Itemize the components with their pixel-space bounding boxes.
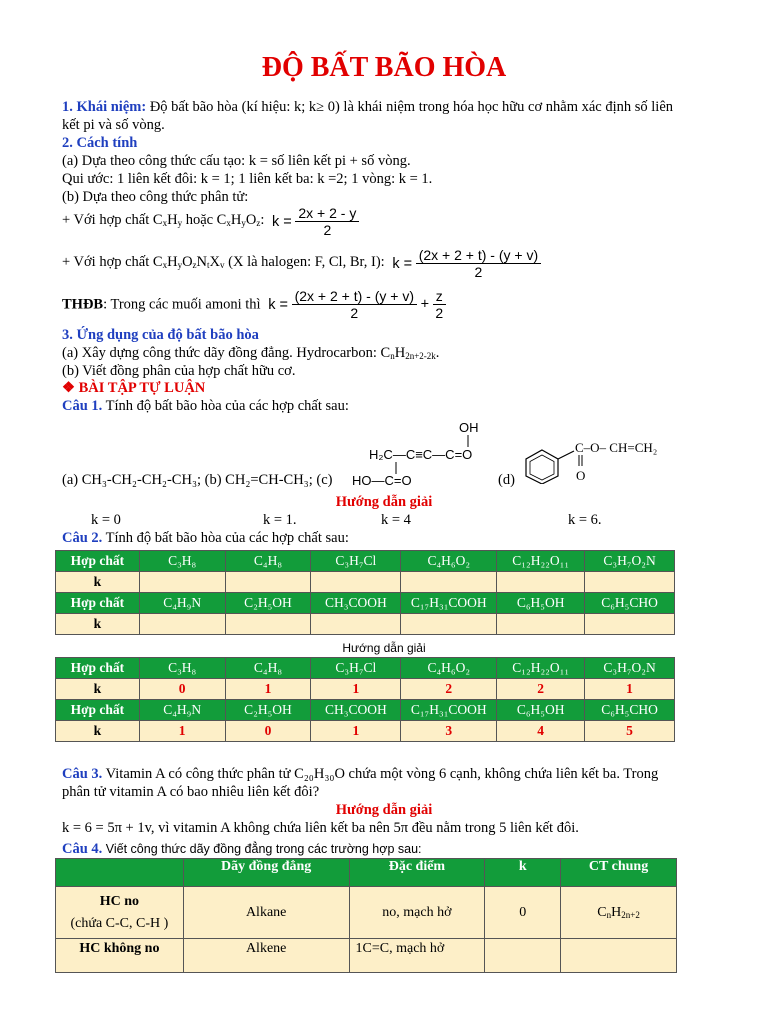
q1-answer-a: k = 0 [91, 512, 121, 528]
table-row: HC no (chứa C-C, C-H ) Alkane no, mạch hở 0 $C_nH_{2n+2}$ [56, 887, 677, 939]
svg-text:O: O [576, 468, 586, 483]
q4-prompt: Câu 4. Viết công thức dãy đồng đẳng trong các trường hợp sau: [62, 841, 422, 857]
q3-prompt-line2: phân tử vitamin A có bao nhiêu liên kết đôi? [62, 784, 320, 800]
formula-2: + Với hợp chất $C_xH_yO_zN_tX_v$ (X là halogen: F, Cl, Br, I): k = $\frac{(2x + 2 + t) - (y + v)}{2}$ [62, 248, 541, 279]
q3-prompt: Câu 3. Vitamin A có công thức phân tử C₂₀H₃₀O chứa một vòng 6 cạnh, không chứa liên kết ba. Trong [62, 766, 659, 782]
q2-exercise-table [55, 550, 675, 635]
concept-heading: 1. Khái niệm: [62, 99, 147, 115]
formula-2-fraction: $\frac{(2x + 2 + t) - (y + v)}{2}$ [416, 248, 541, 279]
q2-prompt: Câu 2. Tính độ bất bão hòa của các hợp chất sau: [62, 530, 349, 546]
page-title: ĐỘ BẤT BÃO HÒA [261, 52, 507, 83]
svg-text:H₂C—C≡C—C=O: H₂C—C≡C—C=O [369, 447, 473, 462]
formula-thdb: THĐB: Trong các muối amoni thì k = $\frac{(2x + 2 + t) - (y + v)}{2}$ + $\frac{z}{2}$ [62, 289, 446, 320]
q3-answer: k = 6 = 5π + 1v, vì vitamin A không chứa liên kết ba nên 5π đều nằm trong 5 liên kết đôi. [62, 820, 579, 836]
q2-answer-table [55, 657, 675, 742]
q1-compounds: (a) CH₃-CH₂-CH₂-CH₃; (b) CH₂=CH-CH₃; (c) [62, 472, 333, 488]
q1-answer-b: k = 1. [263, 512, 297, 528]
table-row: Hợp chất C₃H₈ C₄H₈ C₃H₇Cl C₄H₆O₂ C₁₂H₂₂O₁₁ C₃H₇O₂N [56, 551, 675, 572]
method-b: (b) Dựa theo công thức phân tử: [62, 189, 249, 205]
q1-structure-d [520, 438, 680, 484]
application-heading: 3. Ứng dụng của độ bất bão hòa [62, 327, 259, 343]
q2-guide-heading: Hướng dẫn giải [342, 641, 426, 655]
table-row: k [56, 614, 675, 635]
q1-answer-c: k = 4 [381, 512, 411, 528]
table-row: Dãy đồng đẳng Đặc điểm k CT chung [56, 859, 677, 887]
table-row: k 0 1 1 2 2 1 [56, 679, 675, 700]
q4-table [55, 858, 677, 973]
formula-1: + Với hợp chất $C_xH_y$ hoặc $C_xH_yO_z$: k = $\frac{2x + 2 - y}{2}$ [62, 206, 359, 237]
method-a: (a) Dựa theo công thức cấu tạo: k = số liên kết pi + số vòng. [62, 153, 411, 169]
table-row: HC không no Alkene 1C=C, mạch hở [56, 939, 677, 973]
q1-answer-d: k = 6. [568, 512, 602, 528]
table-row: k 1 0 1 3 4 5 [56, 721, 675, 742]
q1-structure-c [352, 418, 502, 488]
application-a: (a) Xây dựng công thức dãy đồng đẳng. Hydrocarbon: $C_nH_{2n+2-2k}$. [62, 345, 440, 361]
svg-text:OH: OH [459, 420, 479, 435]
q1-guide-heading: Hướng dẫn giải [335, 494, 433, 510]
q3-guide-heading: Hướng dẫn giải [335, 802, 433, 818]
q1-d-label: (d) [498, 472, 515, 488]
application-b: (b) Viết đồng phân của hợp chất hữu cơ. [62, 363, 296, 379]
concept-text-line2: kết pi và số vòng. [62, 117, 165, 133]
exercise-heading: ❖ BÀI TẬP TỰ LUẬN [62, 380, 206, 396]
concept-paragraph [62, 99, 673, 116]
svg-text:HO—C=O: HO—C=O [352, 473, 412, 488]
table-row: Hợp chất C₄H₉N C₂H₅OH CH₃COOH C₁₇H₃₁COOH C₆H₅OH C₆H₅CHO [56, 593, 675, 614]
table-row: Hợp chất C₄H₉N C₂H₅OH CH₃COOH C₁₇H₃₁COOH C₆H₅OH C₆H₅CHO [56, 700, 675, 721]
table-row: Hợp chất C₃H₈ C₄H₈ C₃H₇Cl C₄H₆O₂ C₁₂H₂₂O₁₁ C₃H₇O₂N [56, 658, 675, 679]
table-row: k [56, 572, 675, 593]
method-rule: Qui ước: 1 liên kết đôi: k = 1; 1 liên kết ba: k =2; 1 vòng: k = 1. [62, 171, 433, 187]
method-heading: 2. Cách tính [62, 135, 138, 151]
q1-prompt: Câu 1. Tính độ bất bão hòa của các hợp chất sau: [62, 398, 349, 414]
formula-1-fraction: $\frac{2x + 2 - y}{2}$ [295, 206, 359, 237]
svg-text:C–O– CH=CH₂: C–O– CH=CH₂ [575, 440, 658, 455]
concept-text: Độ bất bão hòa (kí hiệu: k; k≥ 0) là khái niệm trong hóa học hữu cơ nhằm xác định số liên [146, 99, 674, 115]
formula-thdb-fraction: $\frac{(2x + 2 + t) - (y + v)}{2}$ [292, 289, 417, 320]
